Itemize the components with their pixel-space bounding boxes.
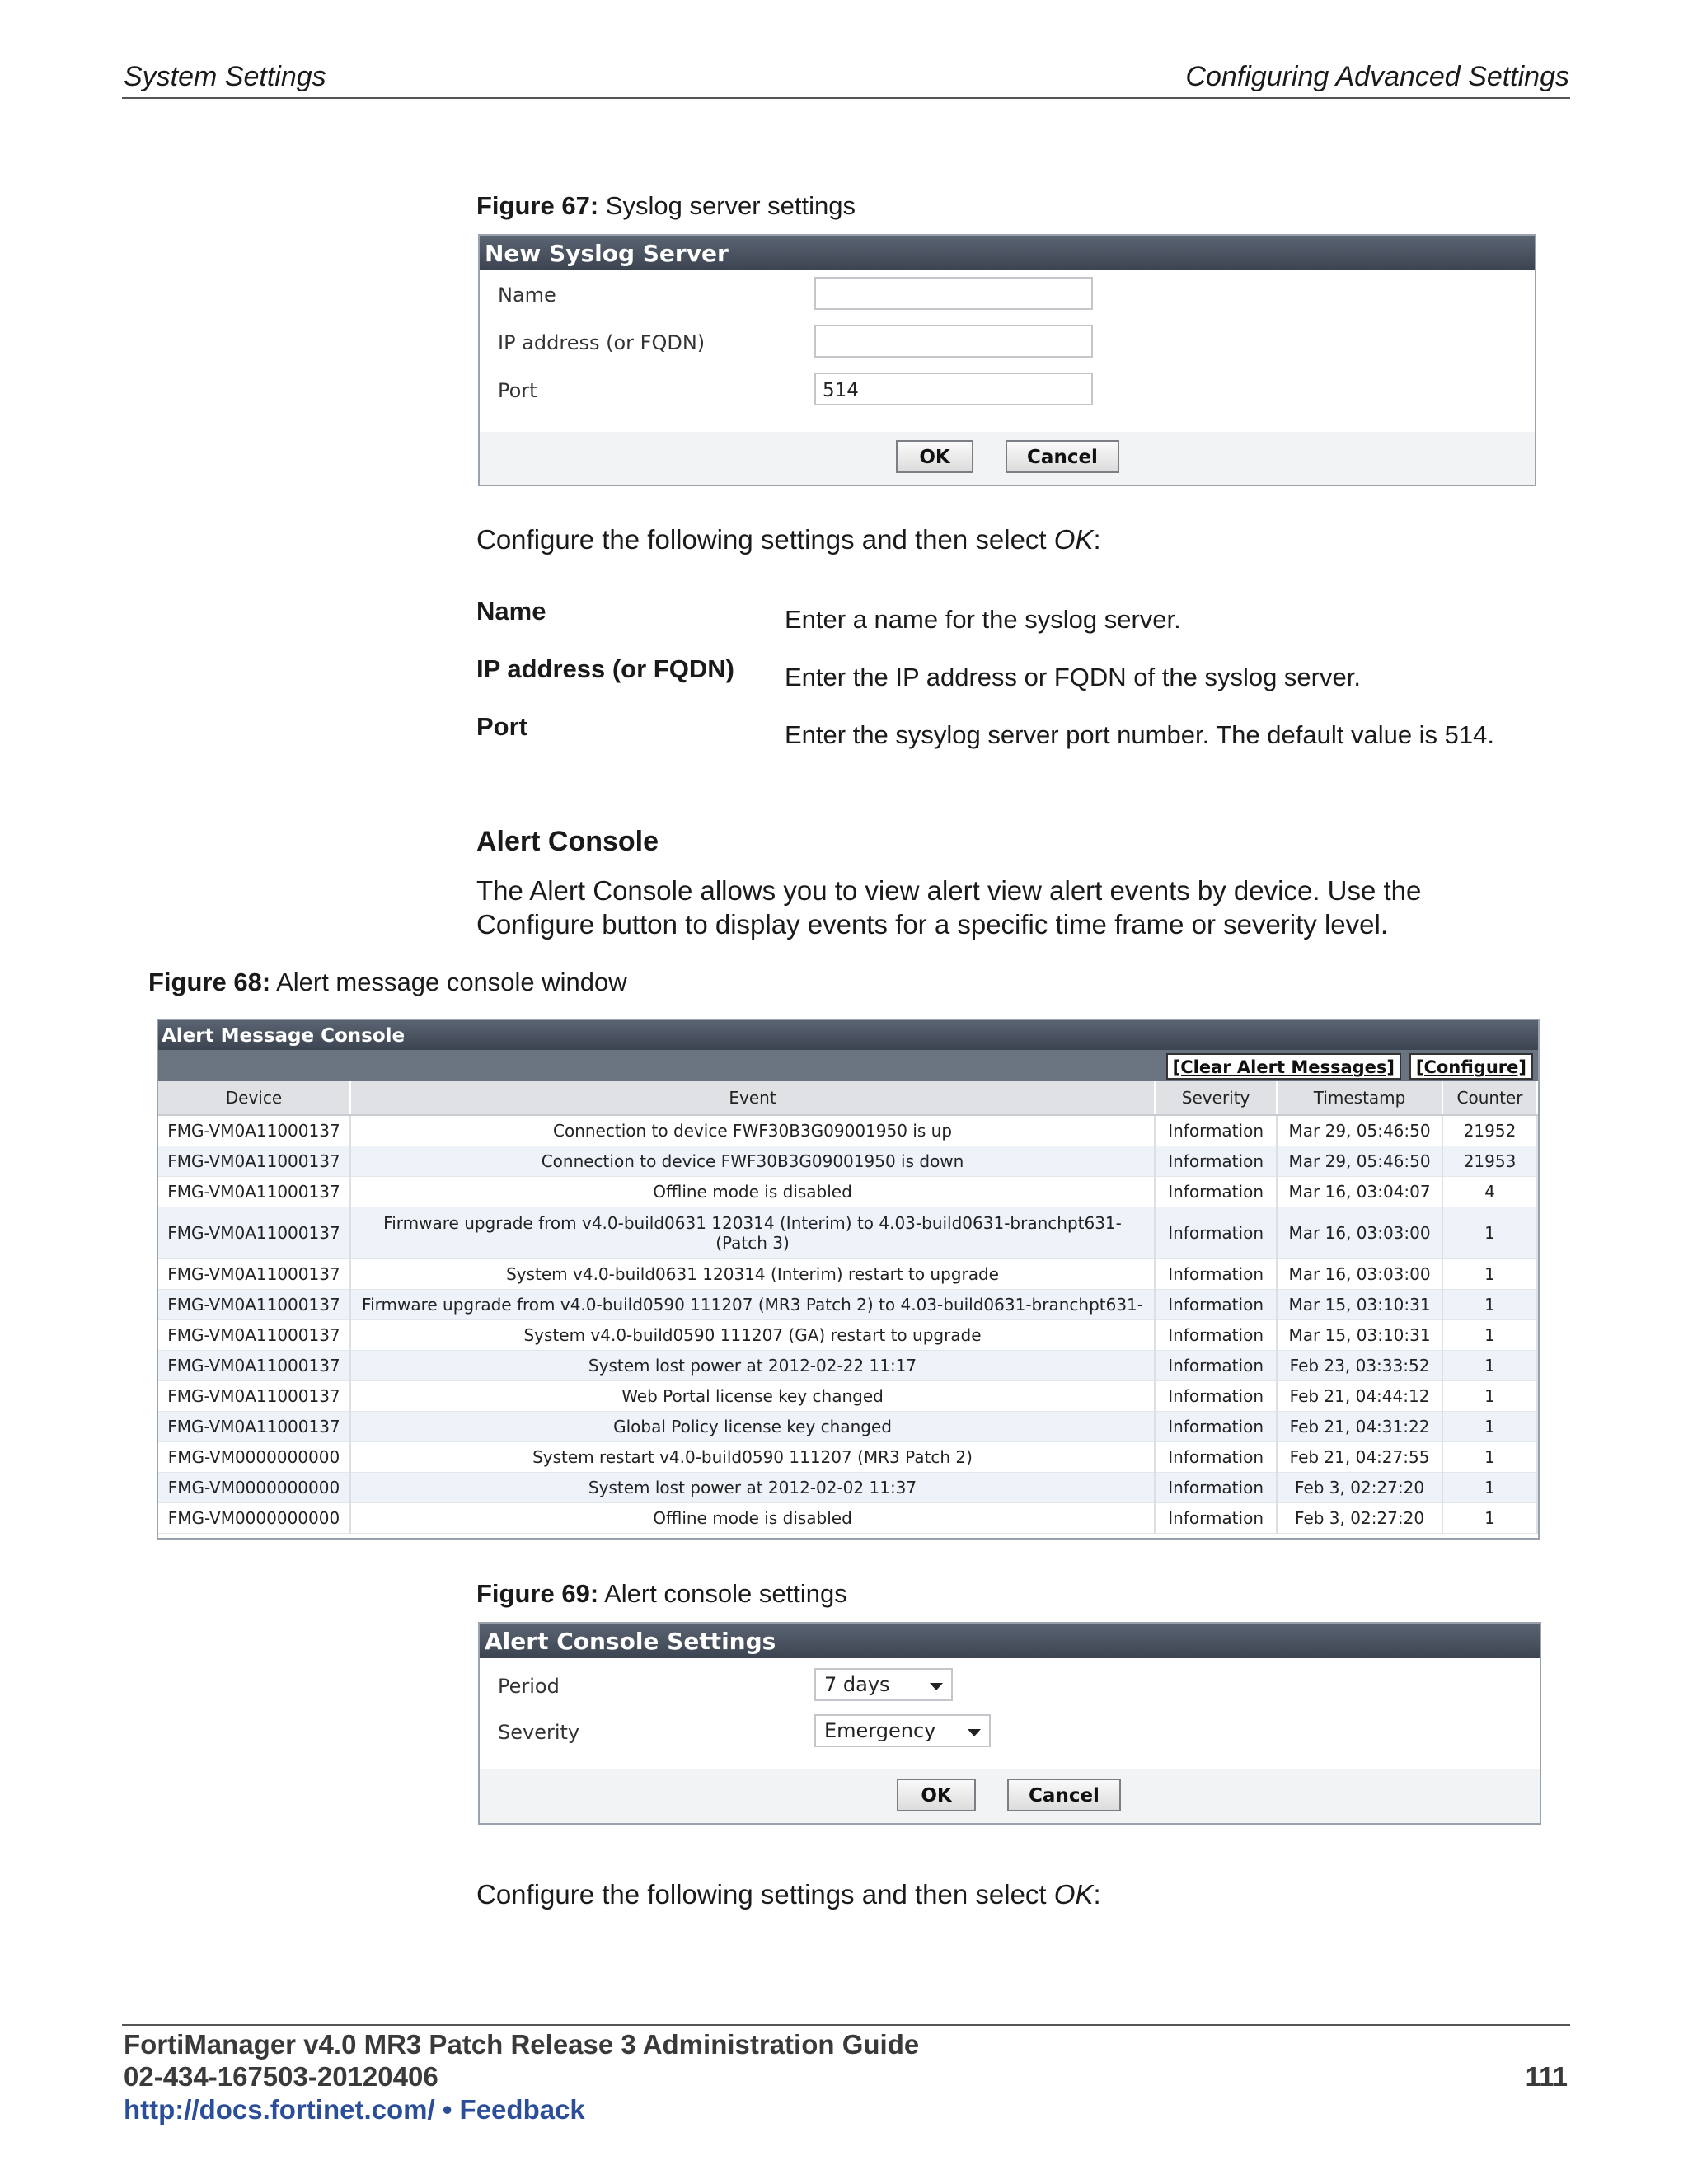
instruction-text	[476, 1877, 1101, 1911]
cell-device: FMG-VM0000000000	[158, 1442, 350, 1473]
cell-device: FMG-VM0A11000137	[158, 1351, 350, 1381]
table-row[interactable]	[158, 1442, 1537, 1473]
cell-timestamp: Mar 15, 03:10:31	[1277, 1320, 1442, 1351]
cell-event: System lost power at 2012-02-22 11:17	[350, 1351, 1155, 1381]
ok-button[interactable]: OK	[897, 1779, 976, 1811]
alert-table	[158, 1081, 1538, 1534]
cell-event: Offline mode is disabled	[350, 1503, 1155, 1534]
cell-event: Connection to device FWF30B3G09001950 is down	[350, 1146, 1155, 1177]
chevron-down-icon	[930, 1683, 943, 1690]
cell-event: Offline mode is disabled	[350, 1177, 1155, 1207]
footer-links	[124, 2094, 585, 2125]
figure-label: Figure 69:	[476, 1579, 599, 1608]
cell-device: FMG-VM0A11000137	[158, 1115, 350, 1146]
console-title: Alert Message Console	[158, 1020, 1538, 1050]
configure-button[interactable]: [Configure]	[1409, 1053, 1533, 1080]
name-label: Name	[498, 284, 556, 307]
cell-severity: Information	[1155, 1207, 1277, 1259]
cell-counter: 1	[1442, 1473, 1537, 1503]
cell-event: Web Portal license key changed	[350, 1381, 1155, 1412]
syslog-server-dialog	[478, 234, 1536, 486]
figure-67-caption	[476, 191, 856, 221]
definition-term-name: Name	[476, 597, 546, 626]
period-selected-value: 7 days	[824, 1673, 890, 1696]
cell-counter: 1	[1442, 1351, 1537, 1381]
port-field[interactable]: 514	[814, 373, 1093, 405]
cell-device: FMG-VM0000000000	[158, 1503, 350, 1534]
cell-counter: 1	[1442, 1412, 1537, 1442]
table-row[interactable]	[158, 1320, 1537, 1351]
cell-counter: 1	[1442, 1290, 1537, 1320]
section-heading: Alert Console	[476, 826, 659, 857]
cell-device: FMG-VM0A11000137	[158, 1320, 350, 1351]
header-rule	[122, 97, 1570, 99]
table-row[interactable]	[158, 1412, 1537, 1442]
cell-event: Connection to device FWF30B3G09001950 is up	[350, 1115, 1155, 1146]
table-row[interactable]	[158, 1290, 1537, 1320]
cell-timestamp: Feb 3, 02:27:20	[1277, 1473, 1442, 1503]
figure-caption-text: Alert console settings	[604, 1579, 847, 1608]
cell-timestamp: Mar 16, 03:03:00	[1277, 1259, 1442, 1290]
cell-timestamp: Mar 16, 03:03:00	[1277, 1207, 1442, 1259]
feedback-link[interactable]: Feedback	[459, 2094, 585, 2125]
dialog-title: Alert Console Settings	[480, 1624, 1540, 1658]
footer-guide-title: FortiManager v4.0 MR3 Patch Release 3 Administration Guide	[124, 2029, 920, 2060]
column-header-device[interactable]: Device	[158, 1081, 350, 1115]
table-row[interactable]	[158, 1259, 1537, 1290]
cancel-button[interactable]: Cancel	[1006, 440, 1119, 473]
cell-severity: Information	[1155, 1381, 1277, 1412]
table-row[interactable]	[158, 1351, 1537, 1381]
cell-event: System restart v4.0-build0590 111207 (MR3 Patch 2)	[350, 1442, 1155, 1473]
footer-rule	[122, 2024, 1570, 2026]
definition-term-ip: IP address (or FQDN)	[476, 654, 734, 683]
severity-selected-value: Emergency	[824, 1719, 936, 1742]
cell-counter: 1	[1442, 1442, 1537, 1473]
table-row[interactable]	[158, 1177, 1537, 1207]
cell-counter: 4	[1442, 1177, 1537, 1207]
cell-timestamp: Mar 16, 03:04:07	[1277, 1177, 1442, 1207]
cell-counter: 1	[1442, 1320, 1537, 1351]
cell-event: System v4.0-build0631 120314 (Interim) restart to upgrade	[350, 1259, 1155, 1290]
cell-device: FMG-VM0A11000137	[158, 1207, 350, 1259]
cell-event: Firmware upgrade from v4.0-build0631 120314 (Interim) to 4.03-build0631-branchpt631- (Patch 3)	[350, 1207, 1155, 1259]
cell-timestamp: Mar 29, 05:46:50	[1277, 1115, 1442, 1146]
cell-counter: 1	[1442, 1207, 1537, 1259]
table-row[interactable]	[158, 1381, 1537, 1412]
alert-console-settings-dialog	[478, 1622, 1541, 1825]
cell-severity: Information	[1155, 1259, 1277, 1290]
table-row[interactable]	[158, 1503, 1537, 1534]
name-field[interactable]	[814, 277, 1093, 310]
cell-event: Global Policy license key changed	[350, 1412, 1155, 1442]
severity-label: Severity	[498, 1721, 580, 1744]
instruction-lead: Configure the following settings and then select	[476, 1879, 1054, 1910]
footer-doc-number: 02-434-167503-20120406	[124, 2061, 438, 2092]
ok-button[interactable]: OK	[896, 440, 973, 473]
cell-event: System lost power at 2012-02-02 11:37	[350, 1473, 1155, 1503]
cell-severity: Information	[1155, 1320, 1277, 1351]
cell-device: FMG-VM0A11000137	[158, 1381, 350, 1412]
section-body-line-1: The Alert Console allows you to view alert view alert events by device. Use the	[476, 875, 1422, 906]
dialog-footer	[480, 432, 1535, 485]
figure-label: Figure 67:	[476, 191, 599, 220]
figure-69-caption	[476, 1579, 847, 1609]
instruction-end: :	[1093, 1879, 1101, 1910]
clear-alert-messages-button[interactable]: [Clear Alert Messages]	[1166, 1053, 1401, 1080]
definition-desc-name: Enter a name for the syslog server.	[785, 605, 1181, 634]
column-header-counter[interactable]: Counter	[1442, 1081, 1537, 1115]
cancel-button[interactable]: Cancel	[1007, 1779, 1121, 1811]
footer-separator: •	[434, 2094, 460, 2125]
console-toolbar	[158, 1050, 1538, 1081]
instruction-emphasis: OK	[1053, 1879, 1094, 1910]
cell-device: FMG-VM0000000000	[158, 1473, 350, 1503]
cell-counter: 1	[1442, 1381, 1537, 1412]
running-header-section: System Settings	[124, 61, 326, 92]
table-header-row	[158, 1081, 1537, 1115]
cell-severity: Information	[1155, 1146, 1277, 1177]
table-row[interactable]	[158, 1207, 1537, 1259]
docs-link[interactable]: http://docs.fortinet.com/	[124, 2094, 435, 2125]
figure-68-caption	[148, 968, 627, 997]
cell-timestamp: Feb 23, 03:33:52	[1277, 1351, 1442, 1381]
column-header-event[interactable]: Event	[350, 1081, 1155, 1115]
period-label: Period	[498, 1675, 560, 1698]
figure-caption-text: Alert message console window	[276, 968, 627, 996]
port-label: Port	[498, 379, 537, 402]
figure-caption-text: Syslog server settings	[605, 191, 856, 220]
cell-severity: Information	[1155, 1442, 1277, 1473]
cell-timestamp: Feb 21, 04:27:55	[1277, 1442, 1442, 1473]
section-body-line-2: Configure button to display events for a specific time frame or severity level.	[476, 909, 1388, 940]
table-row[interactable]	[158, 1146, 1537, 1177]
definition-desc-port: Enter the sysylog server port number. The default value is 514.	[785, 720, 1495, 749]
cell-device: FMG-VM0A11000137	[158, 1290, 350, 1320]
figure-label: Figure 68:	[148, 968, 271, 996]
cell-severity: Information	[1155, 1473, 1277, 1503]
alert-message-console	[157, 1019, 1540, 1540]
table-row[interactable]	[158, 1473, 1537, 1503]
cell-timestamp: Feb 3, 02:27:20	[1277, 1503, 1442, 1534]
severity-select[interactable]	[814, 1714, 991, 1747]
instruction-text	[476, 523, 1101, 556]
cell-event: System v4.0-build0590 111207 (GA) restart to upgrade	[350, 1320, 1155, 1351]
dialog-title: New Syslog Server	[480, 236, 1535, 270]
cell-severity: Information	[1155, 1412, 1277, 1442]
definition-term-port: Port	[476, 712, 528, 741]
instruction-lead: Configure the following settings and then select	[476, 524, 1054, 555]
definition-desc-ip: Enter the IP address or FQDN of the syslog server.	[785, 663, 1361, 691]
cell-severity: Information	[1155, 1290, 1277, 1320]
cell-device: FMG-VM0A11000137	[158, 1177, 350, 1207]
cell-timestamp: Mar 15, 03:10:31	[1277, 1290, 1442, 1320]
cell-severity: Information	[1155, 1503, 1277, 1534]
cell-counter: 21952	[1442, 1115, 1537, 1146]
cell-severity: Information	[1155, 1115, 1277, 1146]
page-number: 111	[1525, 2061, 1568, 2092]
cell-timestamp: Feb 21, 04:44:12	[1277, 1381, 1442, 1412]
period-select[interactable]	[814, 1668, 953, 1701]
column-header-severity[interactable]: Severity	[1155, 1081, 1277, 1115]
cell-event: Firmware upgrade from v4.0-build0590 111207 (MR3 Patch 2) to 4.03-build0631-branchpt631-	[350, 1290, 1155, 1320]
cell-counter: 1	[1442, 1503, 1537, 1534]
instruction-end: :	[1093, 524, 1101, 555]
ip-address-field[interactable]	[814, 325, 1093, 358]
cell-timestamp: Feb 21, 04:31:22	[1277, 1412, 1442, 1442]
chevron-down-icon	[968, 1729, 981, 1736]
cell-severity: Information	[1155, 1351, 1277, 1381]
dialog-footer	[480, 1769, 1540, 1823]
running-header-chapter: Configuring Advanced Settings	[1185, 61, 1569, 92]
cell-counter: 21953	[1442, 1146, 1537, 1177]
cell-device: FMG-VM0A11000137	[158, 1259, 350, 1290]
ip-address-label: IP address (or FQDN)	[498, 331, 706, 354]
cell-severity: Information	[1155, 1177, 1277, 1207]
cell-counter: 1	[1442, 1259, 1537, 1290]
cell-device: FMG-VM0A11000137	[158, 1146, 350, 1177]
cell-timestamp: Mar 29, 05:46:50	[1277, 1146, 1442, 1177]
column-header-timestamp[interactable]: Timestamp	[1277, 1081, 1442, 1115]
cell-device: FMG-VM0A11000137	[158, 1412, 350, 1442]
instruction-emphasis: OK	[1053, 524, 1094, 555]
table-row[interactable]	[158, 1115, 1537, 1146]
